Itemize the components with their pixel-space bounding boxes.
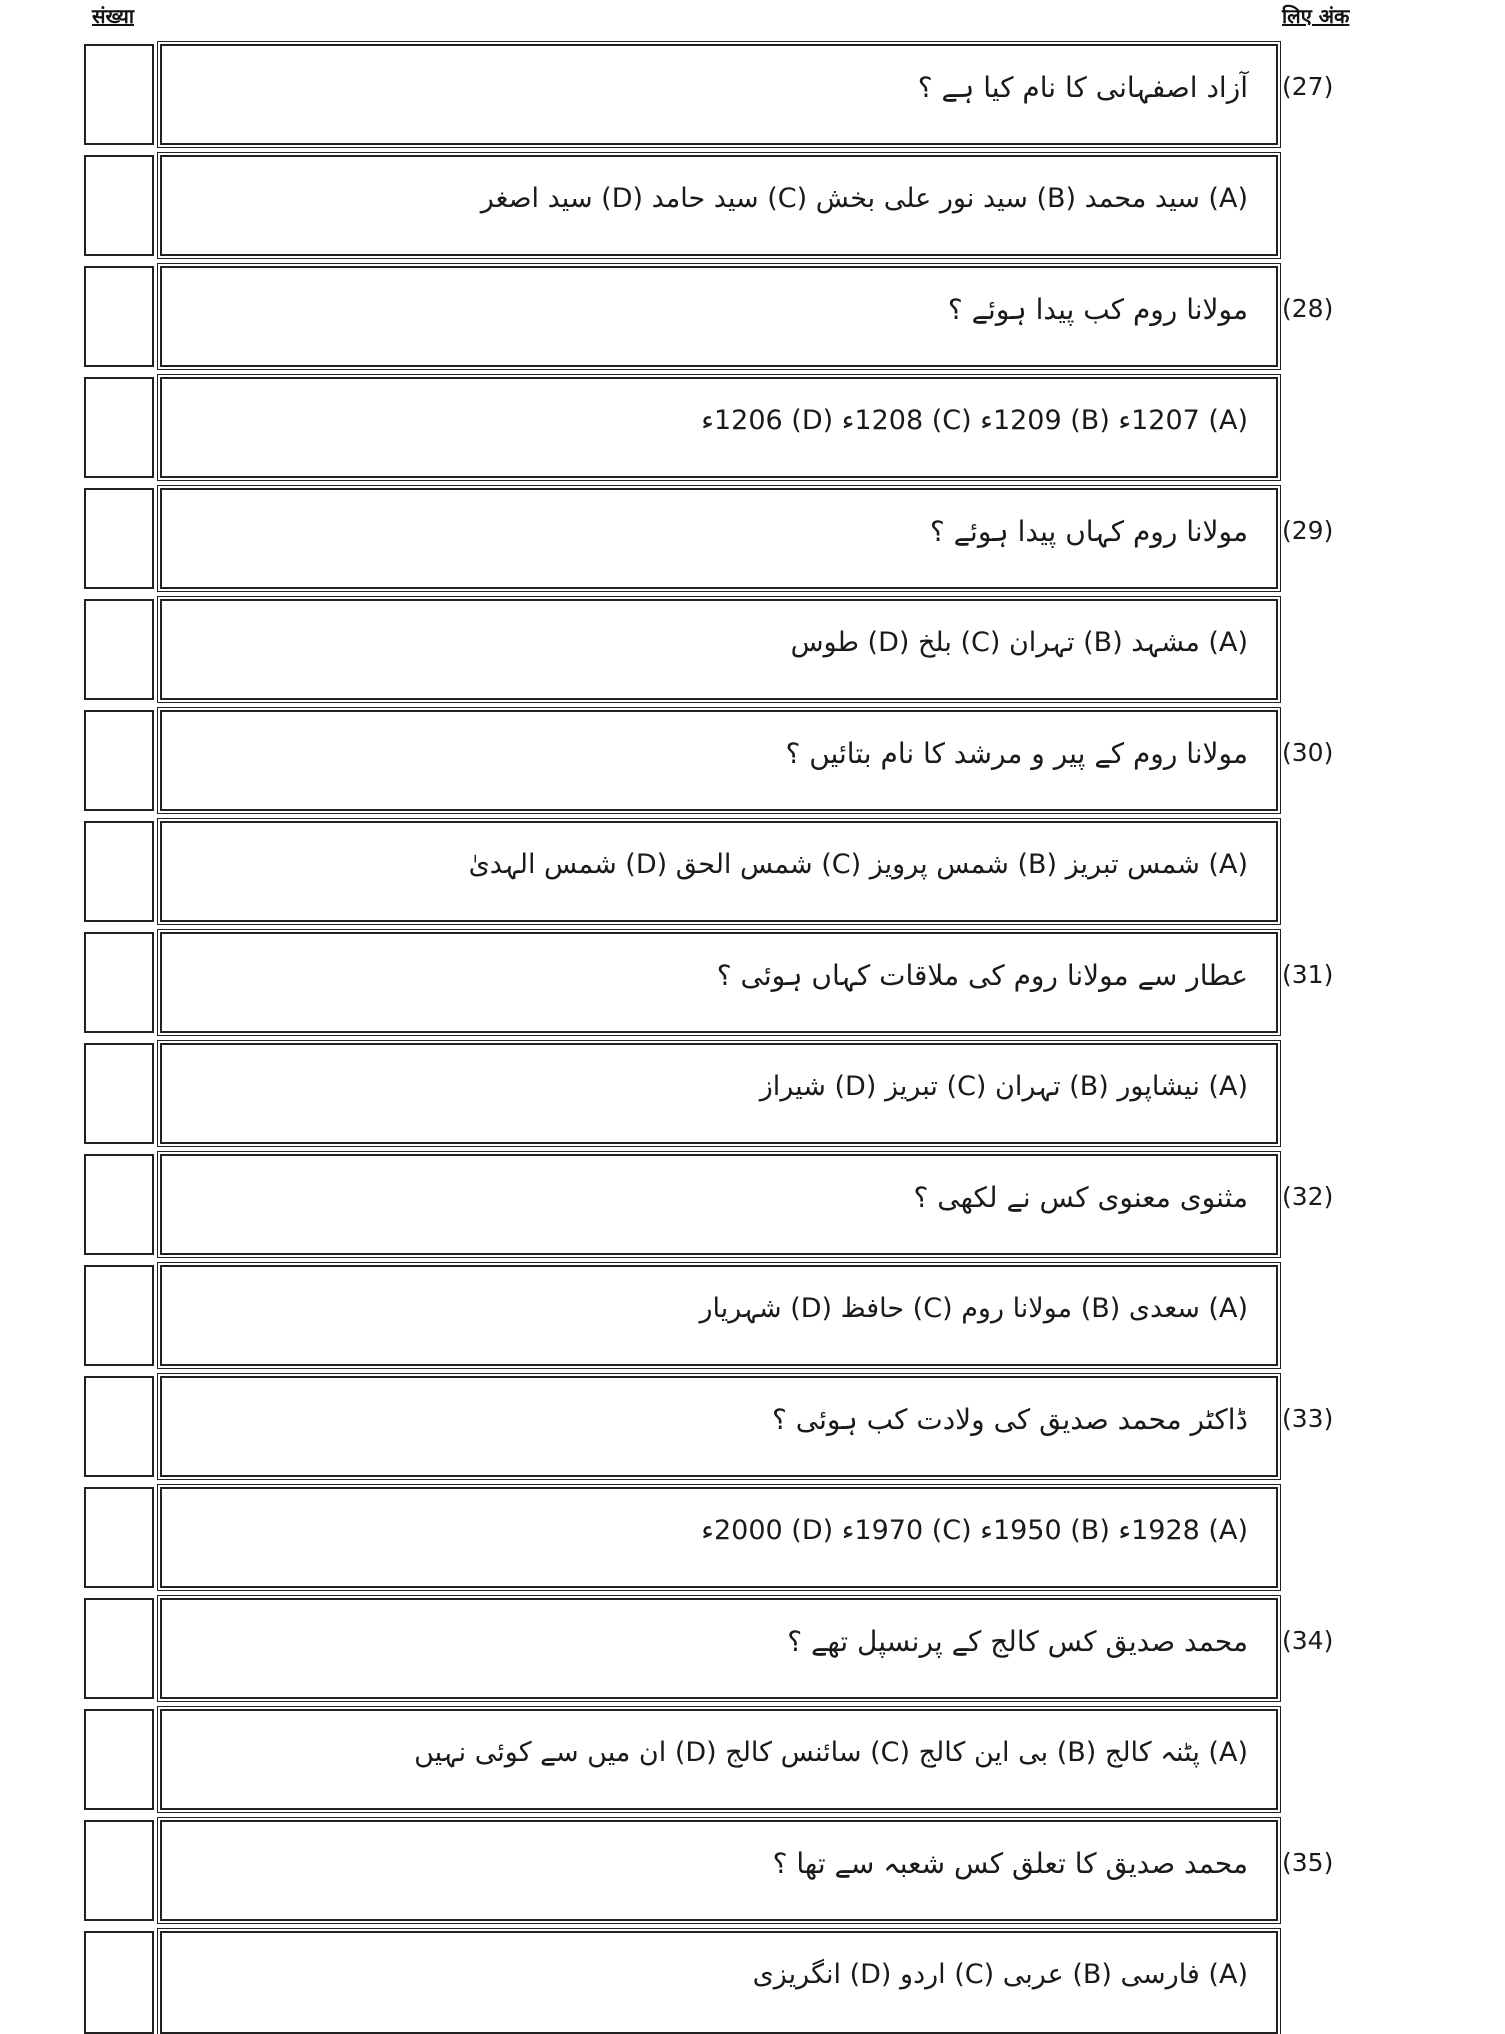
options-row-28: [84, 377, 1278, 478]
question-box: [160, 488, 1278, 589]
header-serial-label: संख्या: [92, 4, 134, 28]
answer-box: [84, 377, 154, 478]
options-text: (A) سید محمد (B) سید نور علی بخش (C) سید حامد (D) سید اصغر: [480, 183, 1248, 214]
answer-box: [84, 599, 154, 700]
answer-box: [84, 266, 154, 367]
options-box: [160, 1709, 1278, 1810]
question-text: مولانا روم کے پیر و مرشد کا نام بتائیں ؟: [785, 737, 1248, 770]
answer-box: [84, 1487, 154, 1588]
question-box: [160, 44, 1278, 145]
question-box: [160, 266, 1278, 367]
answer-box: [84, 932, 154, 1033]
question-number: (35): [1282, 1848, 1334, 1877]
question-row-33: [84, 1376, 1334, 1477]
question-box: [160, 932, 1278, 1033]
question-text: ڈاکٹر محمد صدیق کی ولادت کب ہوئی ؟: [771, 1403, 1248, 1436]
options-row-31: [84, 1043, 1278, 1144]
answer-box: [84, 1931, 154, 2034]
options-text: (A) نیشاپور (B) تہران (C) تبریز (D) شیراز: [759, 1071, 1248, 1102]
options-box: [160, 155, 1278, 256]
question-row-27: [84, 44, 1334, 145]
question-row-29: [84, 488, 1334, 589]
options-text: (A) سعدی (B) مولانا روم (C) حافظ (D) شہریار: [699, 1293, 1248, 1324]
question-row-30: [84, 710, 1334, 811]
options-text: (A) 1928ء (B) 1950ء (C) 1970ء (D) 2000ء: [701, 1515, 1248, 1546]
options-box: [160, 1043, 1278, 1144]
answer-box: [84, 1154, 154, 1255]
question-text: عطار سے مولانا روم کی ملاقات کہاں ہوئی ؟: [716, 959, 1248, 992]
answer-box: [84, 1043, 154, 1144]
question-text: مولانا روم کب پیدا ہوئے ؟: [947, 293, 1248, 326]
answer-box: [84, 488, 154, 589]
options-box: [160, 1265, 1278, 1366]
answer-box: [84, 44, 154, 145]
question-number: (30): [1282, 738, 1334, 767]
header-marks-label: लिए अंक: [1282, 4, 1350, 28]
options-box: [160, 1487, 1278, 1588]
answer-box: [84, 1376, 154, 1477]
options-box: [160, 821, 1278, 922]
question-text: محمد صدیق کا تعلق کس شعبہ سے تھا ؟: [772, 1847, 1248, 1880]
question-box: [160, 1376, 1278, 1477]
options-row-33: [84, 1487, 1278, 1588]
question-row-34: [84, 1598, 1334, 1699]
question-number: (29): [1282, 516, 1334, 545]
answer-box: [84, 1265, 154, 1366]
question-text: مثنوی معنوی کس نے لکھی ؟: [913, 1181, 1248, 1214]
options-row-30: [84, 821, 1278, 922]
options-text: (A) مشہد (B) تہران (C) بلخ (D) طوس: [790, 627, 1248, 658]
options-text: (A) فارسی (B) عربی (C) اردو (D) انگریزی: [752, 1959, 1248, 1990]
question-row-28: [84, 266, 1334, 367]
question-text: مولانا روم کہاں پیدا ہوئے ؟: [929, 515, 1248, 548]
options-row-29: [84, 599, 1278, 700]
options-text: (A) شمس تبریز (B) شمس پرویز (C) شمس الحق (D) شمس الہدیٰ: [468, 849, 1248, 880]
question-text: آزاد اصفہانی کا نام کیا ہے ؟: [917, 71, 1248, 104]
options-text: (A) 1207ء (B) 1209ء (C) 1208ء (D) 1206ء: [701, 405, 1248, 436]
answer-box: [84, 155, 154, 256]
answer-box: [84, 821, 154, 922]
options-text: (A) پٹنہ کالج (B) بی این کالج (C) سائنس کالج (D) ان میں سے کوئی نہیں: [414, 1737, 1248, 1768]
options-row-35: [84, 1931, 1278, 2034]
answer-box: [84, 710, 154, 811]
question-text: محمد صدیق کس کالج کے پرنسپل تھے ؟: [787, 1625, 1248, 1658]
question-number: (27): [1282, 72, 1334, 101]
question-number: (28): [1282, 294, 1334, 323]
question-number: (33): [1282, 1404, 1334, 1433]
answer-box: [84, 1709, 154, 1810]
question-box: [160, 1598, 1278, 1699]
answer-box: [84, 1598, 154, 1699]
question-sheet: [84, 44, 1334, 2034]
question-number: (34): [1282, 1626, 1334, 1655]
options-box: [160, 1931, 1278, 2034]
question-row-31: [84, 932, 1334, 1033]
question-box: [160, 710, 1278, 811]
options-row-27: [84, 155, 1278, 256]
question-number: (32): [1282, 1182, 1334, 1211]
answer-box: [84, 1820, 154, 1921]
question-number: (31): [1282, 960, 1334, 989]
question-box: [160, 1820, 1278, 1921]
options-box: [160, 377, 1278, 478]
question-row-35: [84, 1820, 1334, 1921]
options-row-34: [84, 1709, 1278, 1810]
question-row-32: [84, 1154, 1334, 1255]
options-row-32: [84, 1265, 1278, 1366]
question-box: [160, 1154, 1278, 1255]
options-box: [160, 599, 1278, 700]
